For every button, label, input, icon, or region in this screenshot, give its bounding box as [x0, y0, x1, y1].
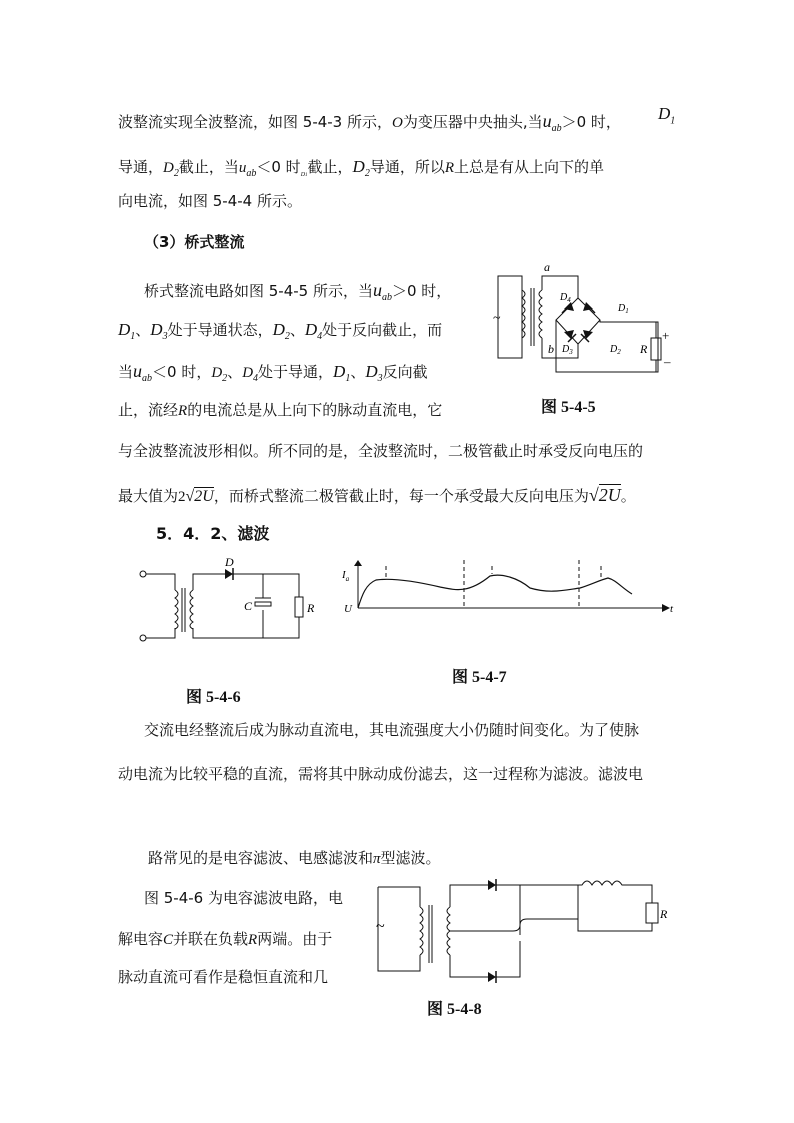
heading-filter: 5．4．2、滤波 — [156, 524, 270, 543]
cap-line2 — [118, 929, 332, 950]
var-o: O — [392, 115, 403, 131]
sub: 1 — [130, 331, 136, 342]
var-d: D — [304, 320, 318, 339]
bridge-line2 — [118, 320, 442, 347]
diode-icon — [225, 569, 233, 579]
label-b: b — [548, 342, 554, 356]
bridge-line3 — [118, 361, 428, 389]
sqrt-sign: √ — [588, 485, 599, 505]
text: ＜0 时 — [256, 158, 301, 176]
text: 、 — [227, 363, 243, 381]
sub: 2 — [284, 331, 290, 342]
text: 处于导通， — [258, 363, 334, 381]
d: D — [610, 344, 618, 355]
sub: 4 — [317, 331, 323, 342]
sub: 2 — [222, 373, 228, 384]
d: D — [618, 303, 626, 314]
label-d4 — [559, 292, 571, 304]
sqrt-arg: 2U — [194, 488, 214, 505]
text: 为变压器中央抽头,当 — [402, 113, 543, 131]
arrow-icon — [662, 604, 670, 612]
sub: 1 — [345, 373, 351, 384]
label-d3 — [561, 344, 573, 356]
d: D — [562, 344, 570, 355]
var-u: u — [373, 280, 382, 300]
heading-bridge: （3）桥式整流 — [144, 233, 245, 251]
text: ，而桥式整流二极管截止时，每一个承受最大反向电压为 — [213, 487, 589, 505]
var-d: D — [272, 320, 285, 339]
text: 处于导通状态， — [167, 321, 273, 339]
text: 桥式整流电路如图 5-4-5 所示，当 — [144, 282, 373, 300]
arrow-icon — [354, 560, 362, 566]
ac-source-icon: ~ — [493, 311, 501, 326]
text: 止，流经 — [118, 401, 179, 419]
text: 路常见的是电容滤波、电感滤波和 — [148, 849, 374, 867]
text: 当 — [118, 363, 134, 381]
filter-line1: 交流电经整流后成为脉动直流电，其电流强度大小仍随时间变化。为了使脉 — [144, 721, 640, 739]
para1-line1 — [118, 111, 621, 139]
sub: 4 — [253, 373, 259, 384]
var-d: D — [658, 104, 671, 123]
text: 最大值为 — [118, 487, 179, 505]
pi: π — [373, 851, 381, 867]
sub: a — [345, 575, 350, 583]
var-d: D — [163, 160, 174, 176]
num: 2 — [178, 489, 186, 505]
bridge-line1 — [144, 280, 451, 308]
label-i — [341, 569, 350, 583]
ac-source-icon: ~ — [376, 918, 385, 935]
label-d2 — [609, 344, 621, 356]
caption-5-4-8: 图 5-4-8 — [427, 1001, 482, 1018]
var-d: D — [150, 320, 163, 339]
var-u: u — [238, 160, 247, 176]
sub: 1 — [625, 307, 629, 315]
var-d-small: D — [300, 172, 306, 178]
var-d: D — [211, 365, 223, 381]
text: 处于反向截止，而 — [322, 321, 443, 339]
label-d: D — [225, 555, 234, 569]
bridge-line5: 与全波整流波形相似。所不同的是，全波整流时，二极管截止时承受反向电压的 — [118, 442, 644, 460]
sub: 3 — [377, 373, 383, 384]
caption-5-4-6: 图 5-4-6 — [186, 689, 241, 706]
filter-line2: 动电流为比较平稳的直流，需将其中脉动成份滤去，这一过程称为滤波。滤波电 — [118, 765, 644, 783]
waveform-line — [358, 575, 632, 608]
para1-line3: 向电流，如图 5-4-4 所示。 — [118, 192, 302, 210]
sub: ab — [142, 373, 153, 384]
d: D — [560, 292, 568, 303]
var-u: u — [133, 361, 143, 381]
var-d: D — [333, 362, 346, 381]
label-a: a — [544, 260, 550, 274]
cap-line3: 脉动直流可看作是稳恒直流和几 — [118, 968, 329, 986]
caption-5-4-7: 图 5-4-7 — [452, 669, 507, 686]
text: 波整流实现全波整流，如图 5-4-3 所示， — [118, 113, 392, 131]
sub: 2 — [617, 348, 621, 356]
sqrt-sign: √ — [185, 488, 195, 505]
label-u: U — [344, 603, 352, 615]
sqrt-arg: 2U — [598, 485, 621, 505]
figure-5-4-8 — [370, 875, 680, 980]
text: 上总是有从上向下的单 — [454, 158, 605, 176]
para1-line2 — [118, 157, 604, 186]
bridge-line4 — [118, 400, 442, 421]
figure-5-4-6 — [135, 555, 325, 655]
text: 导通，所以 — [369, 158, 445, 176]
var-c: C — [163, 932, 174, 948]
bridge-line6 — [118, 485, 636, 507]
var-r: R — [248, 932, 258, 948]
sub: 2 — [173, 168, 179, 179]
var-d: D — [242, 365, 254, 381]
text: 解电容 — [118, 930, 164, 948]
text: 并联在负载 — [173, 930, 249, 948]
sub: 3 — [569, 348, 573, 356]
filter-line3 — [148, 848, 441, 869]
text: 、 — [289, 321, 305, 339]
label-r: R — [660, 907, 668, 921]
text: 。 — [620, 487, 636, 505]
label-t: t — [670, 603, 674, 615]
para1-d1 — [658, 104, 675, 131]
sub: 3 — [162, 331, 168, 342]
text: 两端。由于 — [257, 930, 333, 948]
label-r: R — [640, 342, 648, 356]
label-plus: + — [662, 328, 670, 343]
figure-5-4-7 — [340, 560, 680, 630]
sub: 1 — [670, 115, 676, 127]
text: ＞0 时， — [392, 282, 452, 300]
label-minus: – — [664, 354, 671, 369]
text: 、 — [350, 363, 366, 381]
diode-icon — [488, 880, 496, 890]
i: I — [342, 569, 346, 581]
cap-line1: 图 5-4-6 为电容滤波电路，电 — [144, 889, 343, 907]
sub: ab — [551, 123, 562, 134]
diode-icon — [488, 972, 496, 982]
var-d: D — [352, 157, 365, 176]
figure-5-4-5 — [490, 262, 680, 392]
text: 截止，当 — [178, 158, 239, 176]
text: ＜0 时， — [152, 363, 212, 381]
sub: ab — [382, 292, 392, 303]
label-d1 — [617, 303, 629, 315]
sub: 4 — [567, 296, 571, 304]
sub: 1 — [305, 173, 308, 178]
var-u: u — [542, 111, 552, 131]
label-r: R — [307, 601, 315, 615]
caption-5-4-5: 图 5-4-5 — [541, 399, 596, 416]
label-c: C — [244, 599, 253, 613]
text: ＞0 时， — [561, 113, 621, 131]
text: 的电流总是从上向下的脉动直流电，它 — [187, 401, 443, 419]
var-d: D — [118, 320, 131, 339]
var-r: R — [178, 403, 188, 419]
sub: 2 — [364, 168, 370, 179]
text: 型滤波。 — [380, 849, 441, 867]
sub: ab — [246, 168, 257, 179]
text: 、 — [135, 321, 151, 339]
text: 导通， — [118, 158, 164, 176]
var-r: R — [444, 160, 455, 176]
text: 截止， — [307, 158, 353, 176]
text: 反向截 — [382, 363, 428, 381]
var-d: D — [365, 362, 378, 381]
